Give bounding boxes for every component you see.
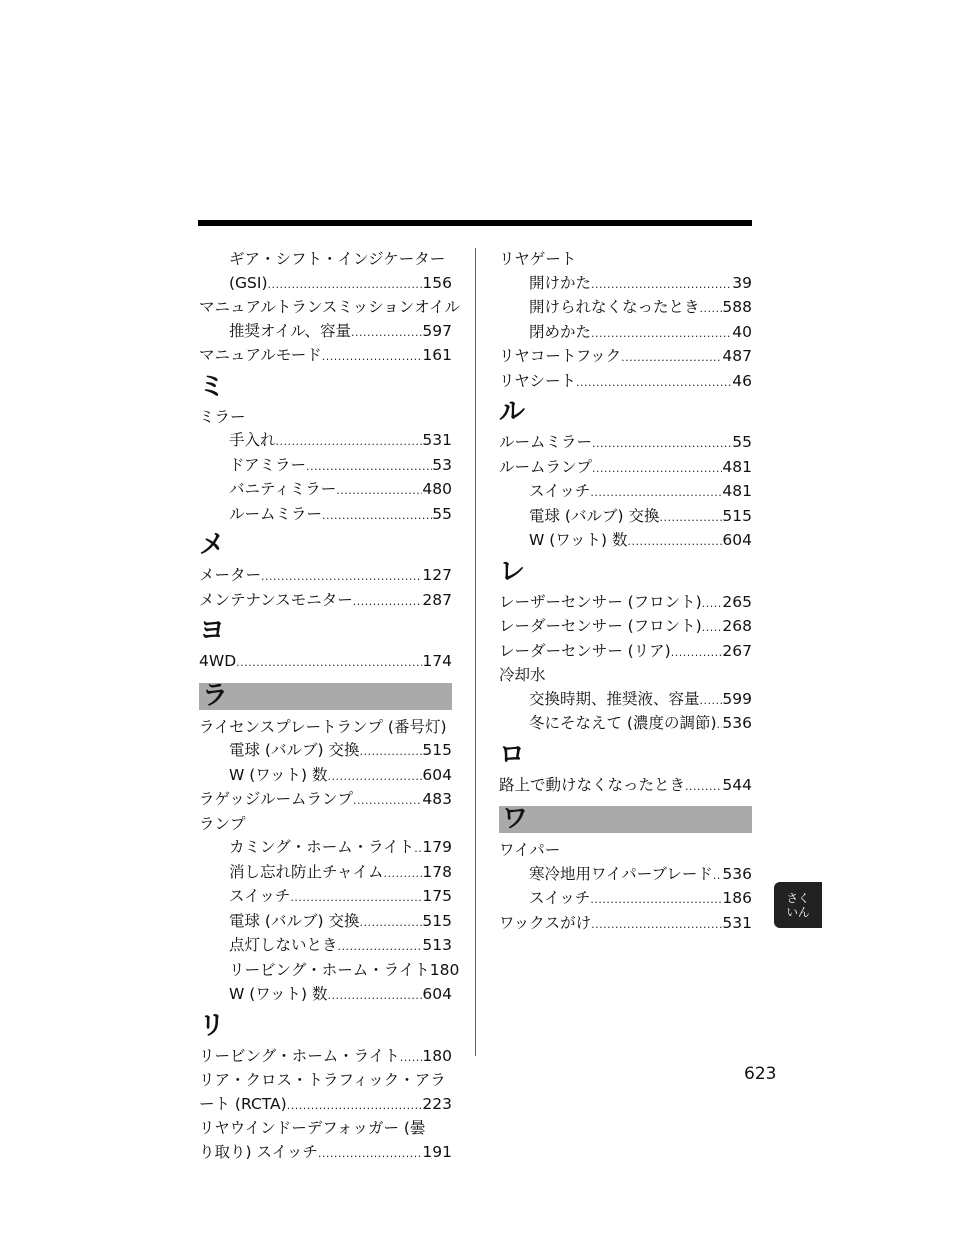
index-entry[interactable] bbox=[199, 861, 452, 886]
leader-dots bbox=[685, 775, 722, 799]
index-entry-label: ライセンスプレートランプ (番号灯) bbox=[199, 717, 447, 736]
entry-label: 点灯しないとき bbox=[229, 936, 338, 954]
entry-page-number: 604 bbox=[722, 531, 752, 549]
entry-label: ルームミラー bbox=[229, 504, 323, 523]
section-heading: レ bbox=[499, 556, 526, 587]
leader-dots bbox=[590, 888, 722, 912]
entry-label: レーダーセンサー (リア) bbox=[499, 641, 671, 660]
index-entry[interactable] bbox=[499, 345, 752, 370]
leader-dots bbox=[659, 506, 722, 530]
entry-label: W (ワット) 数 bbox=[229, 765, 328, 784]
section-heading: ワ bbox=[499, 806, 752, 833]
leader-dots bbox=[592, 457, 722, 481]
entry-page-number: 180 bbox=[422, 1046, 452, 1065]
leader-dots bbox=[287, 1094, 423, 1118]
index-column-left bbox=[199, 248, 461, 1165]
entry-page-number: 40 bbox=[732, 322, 752, 341]
entry-page-number: 175 bbox=[422, 887, 452, 905]
entry-label: W (ワット) 数 bbox=[529, 531, 628, 549]
section-heading: ロ bbox=[499, 739, 526, 770]
entry-label: 冬にそなえて (濃度の調節) bbox=[529, 714, 717, 732]
index-entry[interactable] bbox=[199, 478, 452, 503]
section-heading: ミ bbox=[199, 371, 226, 402]
entry-label: り取り) スイッチ bbox=[199, 1142, 318, 1161]
entry-page-number: 515 bbox=[422, 741, 452, 759]
index-entry[interactable] bbox=[499, 272, 752, 297]
leader-dots bbox=[268, 273, 423, 297]
index-entry[interactable] bbox=[499, 712, 752, 737]
entry-page-number: 604 bbox=[422, 985, 452, 1003]
leader-dots bbox=[359, 911, 422, 935]
index-entry[interactable] bbox=[499, 431, 752, 456]
entry-label: スイッチ bbox=[229, 887, 291, 905]
index-entry[interactable] bbox=[199, 589, 452, 614]
entry-label: ドアミラー bbox=[229, 455, 307, 474]
entry-label: 閉めかた bbox=[529, 322, 592, 341]
leader-dots bbox=[261, 565, 422, 589]
leader-dots bbox=[591, 322, 732, 346]
section-heading: リ bbox=[199, 1010, 226, 1041]
index-entry[interactable] bbox=[199, 764, 452, 789]
index-entry[interactable] bbox=[199, 983, 452, 1008]
entry-page-number: 597 bbox=[422, 321, 452, 340]
entry-label: W (ワット) 数 bbox=[229, 985, 328, 1003]
section-heading: ル bbox=[499, 397, 526, 427]
index-entry[interactable] bbox=[499, 505, 752, 530]
entry-label: メーター bbox=[199, 566, 262, 584]
entry-label: 開けかた bbox=[529, 273, 592, 292]
section-heading: メ bbox=[199, 530, 226, 560]
index-entry[interactable] bbox=[199, 739, 452, 764]
index-entry[interactable] bbox=[499, 321, 752, 346]
leader-dots bbox=[628, 530, 723, 554]
index-entry[interactable] bbox=[199, 564, 452, 589]
top-rule bbox=[198, 220, 752, 226]
index-side-tab[interactable] bbox=[774, 882, 822, 928]
entry-page-number: 481 bbox=[722, 457, 752, 476]
index-entry-label: ギア・シフト・インジケーター bbox=[229, 250, 446, 268]
entry-label: レーザーセンサー (フロント) bbox=[499, 592, 702, 611]
entry-page-number: 46 bbox=[732, 371, 752, 390]
index-entry-label: リア・クロス・トラフィック・アラ bbox=[199, 1071, 446, 1089]
index-entry[interactable] bbox=[199, 320, 452, 345]
leader-dots bbox=[414, 837, 422, 861]
section-heading: ヨ bbox=[199, 616, 226, 646]
index-entry[interactable] bbox=[199, 272, 452, 297]
entry-label: 路上で動けなくなったとき bbox=[499, 775, 686, 794]
index-entry-label: ミラー bbox=[199, 407, 246, 426]
leader-dots bbox=[591, 913, 722, 937]
entry-page-number: 186 bbox=[722, 889, 752, 907]
index-entry-label: 冷却水 bbox=[499, 666, 546, 684]
entry-label: 電球 (バルブ) 交換 bbox=[229, 911, 360, 930]
index-entry[interactable] bbox=[499, 688, 752, 713]
index-entry-label: リヤウインドーデフォッガー (曇 bbox=[199, 1119, 426, 1137]
entry-page-number: 180 bbox=[429, 960, 460, 979]
entry-label: ラゲッジルームランプ bbox=[199, 790, 353, 808]
entry-label: ワックスがけ bbox=[499, 913, 592, 932]
leader-dots bbox=[318, 1142, 423, 1166]
entry-page-number: 287 bbox=[422, 590, 452, 609]
entry-page-number: 536 bbox=[722, 714, 752, 732]
column-divider bbox=[475, 248, 476, 1056]
entry-page-number: 531 bbox=[722, 913, 752, 932]
entry-page-number: 480 bbox=[422, 480, 452, 498]
entry-label: 手入れ bbox=[229, 431, 276, 449]
index-entry[interactable] bbox=[499, 529, 752, 554]
entry-page-number: 179 bbox=[422, 838, 452, 856]
leader-dots bbox=[702, 592, 723, 616]
entry-label: ート (RCTA) bbox=[199, 1094, 287, 1113]
entry-page-number: 483 bbox=[422, 790, 452, 808]
entry-page-number: 481 bbox=[722, 482, 752, 500]
leader-dots bbox=[700, 297, 723, 321]
index-entry[interactable] bbox=[499, 480, 752, 505]
entry-page-number: 223 bbox=[422, 1094, 452, 1113]
leader-dots bbox=[713, 864, 723, 888]
index-entry[interactable] bbox=[499, 640, 752, 665]
side-tab-line1: さく bbox=[786, 891, 810, 905]
index-entry[interactable] bbox=[499, 296, 752, 321]
index-entry[interactable] bbox=[199, 788, 452, 813]
entry-page-number: 265 bbox=[722, 592, 752, 611]
leader-dots bbox=[621, 346, 722, 370]
entry-page-number: 53 bbox=[432, 455, 452, 474]
entry-label: 電球 (バルブ) 交換 bbox=[529, 506, 660, 525]
entry-page-number: 544 bbox=[722, 775, 752, 794]
entry-page-number: 604 bbox=[422, 765, 452, 784]
index-entry[interactable] bbox=[199, 836, 452, 861]
entry-label: バニティミラー bbox=[229, 480, 337, 498]
entry-page-number: 536 bbox=[722, 864, 752, 883]
leader-dots bbox=[671, 641, 723, 665]
entry-label: 推奨オイル、容量 bbox=[229, 321, 351, 340]
leader-dots bbox=[322, 345, 423, 369]
entry-label: リヤコートフック bbox=[499, 347, 622, 365]
entry-page-number: 161 bbox=[422, 346, 452, 364]
entry-page-number: 55 bbox=[732, 433, 752, 451]
entry-label: カミング・ホーム・ライト bbox=[229, 838, 415, 856]
index-entry[interactable] bbox=[199, 885, 452, 910]
index-entry[interactable] bbox=[199, 344, 452, 369]
leader-dots bbox=[353, 789, 422, 813]
entry-page-number: 515 bbox=[422, 911, 452, 930]
entry-page-number: 531 bbox=[422, 431, 452, 449]
entry-label: 4WD bbox=[199, 652, 237, 670]
index-entry[interactable] bbox=[499, 456, 752, 481]
index-entry-label: ランプ bbox=[199, 814, 246, 833]
index-column-right bbox=[499, 248, 752, 936]
index-entry[interactable] bbox=[199, 910, 452, 935]
entry-label: 電球 (バルブ) 交換 bbox=[229, 741, 360, 759]
entry-page-number: 174 bbox=[422, 652, 452, 670]
index-entry[interactable] bbox=[199, 959, 460, 984]
entry-label: 寒冷地用ワイパーブレード bbox=[529, 864, 713, 883]
entry-page-number: 599 bbox=[722, 689, 752, 708]
entry-page-number: 55 bbox=[432, 504, 452, 523]
index-entry-label: ワイパー bbox=[499, 841, 561, 859]
entry-label: 消し忘れ防止チャイム bbox=[229, 862, 384, 881]
section-heading: ラ bbox=[199, 683, 452, 710]
entry-label: リヤシート bbox=[499, 371, 577, 390]
index-entry[interactable] bbox=[199, 454, 452, 479]
index-entry[interactable] bbox=[199, 1141, 452, 1166]
entry-label: ルームランプ bbox=[499, 457, 593, 476]
leader-dots bbox=[290, 886, 422, 910]
index-entry[interactable] bbox=[199, 503, 452, 528]
leader-dots bbox=[359, 740, 422, 764]
leader-dots bbox=[351, 321, 422, 345]
entry-page-number: 39 bbox=[732, 273, 752, 292]
leader-dots bbox=[328, 765, 423, 789]
entry-label: スイッチ bbox=[529, 889, 591, 907]
index-entry[interactable] bbox=[199, 1045, 452, 1070]
entry-label: (GSI) bbox=[229, 273, 268, 292]
leader-dots bbox=[576, 371, 732, 395]
index-entry[interactable] bbox=[499, 912, 752, 937]
index-entry[interactable] bbox=[499, 887, 752, 912]
leader-dots bbox=[591, 273, 732, 297]
entry-label: スイッチ bbox=[529, 482, 591, 500]
index-entry[interactable] bbox=[499, 774, 752, 799]
leader-dots bbox=[306, 455, 432, 479]
entry-label: リービング・ホーム・ライト bbox=[199, 1046, 400, 1065]
leader-dots bbox=[400, 1046, 423, 1070]
entry-page-number: 178 bbox=[422, 862, 452, 881]
entry-label: レーダーセンサー (フロント) bbox=[499, 617, 702, 635]
leader-dots bbox=[336, 479, 422, 503]
entry-page-number: 487 bbox=[722, 347, 752, 365]
leader-dots bbox=[353, 590, 423, 614]
entry-page-number: 267 bbox=[722, 641, 752, 660]
entry-page-number: 268 bbox=[722, 617, 752, 635]
entry-label: リービング・ホーム・ライト bbox=[229, 960, 430, 979]
index-entry-label: リヤゲート bbox=[499, 250, 577, 268]
index-entry[interactable] bbox=[499, 863, 752, 888]
leader-dots bbox=[700, 689, 723, 713]
leader-dots bbox=[590, 481, 722, 505]
leader-dots bbox=[276, 430, 423, 454]
entry-label: メンテナンスモニター bbox=[199, 590, 353, 609]
entry-page-number: 191 bbox=[422, 1142, 452, 1161]
leader-dots bbox=[384, 862, 423, 886]
entry-page-number: 588 bbox=[722, 298, 752, 316]
index-entry[interactable] bbox=[499, 615, 752, 640]
leader-dots bbox=[702, 616, 723, 640]
leader-dots bbox=[338, 935, 423, 959]
entry-label: 開けられなくなったとき bbox=[529, 298, 700, 316]
index-entry[interactable] bbox=[199, 429, 452, 454]
index-entry[interactable] bbox=[499, 591, 752, 616]
side-tab-line2: いん bbox=[786, 905, 810, 919]
entry-page-number: 127 bbox=[422, 566, 452, 584]
entry-label: 交換時期、推奨液、容量 bbox=[529, 689, 700, 708]
leader-dots bbox=[322, 504, 432, 528]
leader-dots bbox=[328, 984, 423, 1008]
entry-label: マニュアルモード bbox=[199, 346, 322, 364]
index-entry[interactable] bbox=[199, 650, 452, 675]
index-entry-label: マニュアルトランスミッションオイル bbox=[199, 298, 461, 316]
index-entry[interactable] bbox=[199, 934, 452, 959]
index-entry[interactable] bbox=[199, 1093, 452, 1118]
index-entry[interactable] bbox=[499, 370, 752, 395]
leader-dots bbox=[592, 432, 732, 456]
entry-page-number: 156 bbox=[422, 273, 452, 292]
entry-label: ルームミラー bbox=[499, 433, 593, 451]
leader-dots bbox=[236, 651, 422, 675]
entry-page-number: 513 bbox=[422, 936, 452, 954]
page-number: 623 bbox=[744, 1064, 777, 1084]
entry-page-number: 515 bbox=[722, 506, 752, 525]
